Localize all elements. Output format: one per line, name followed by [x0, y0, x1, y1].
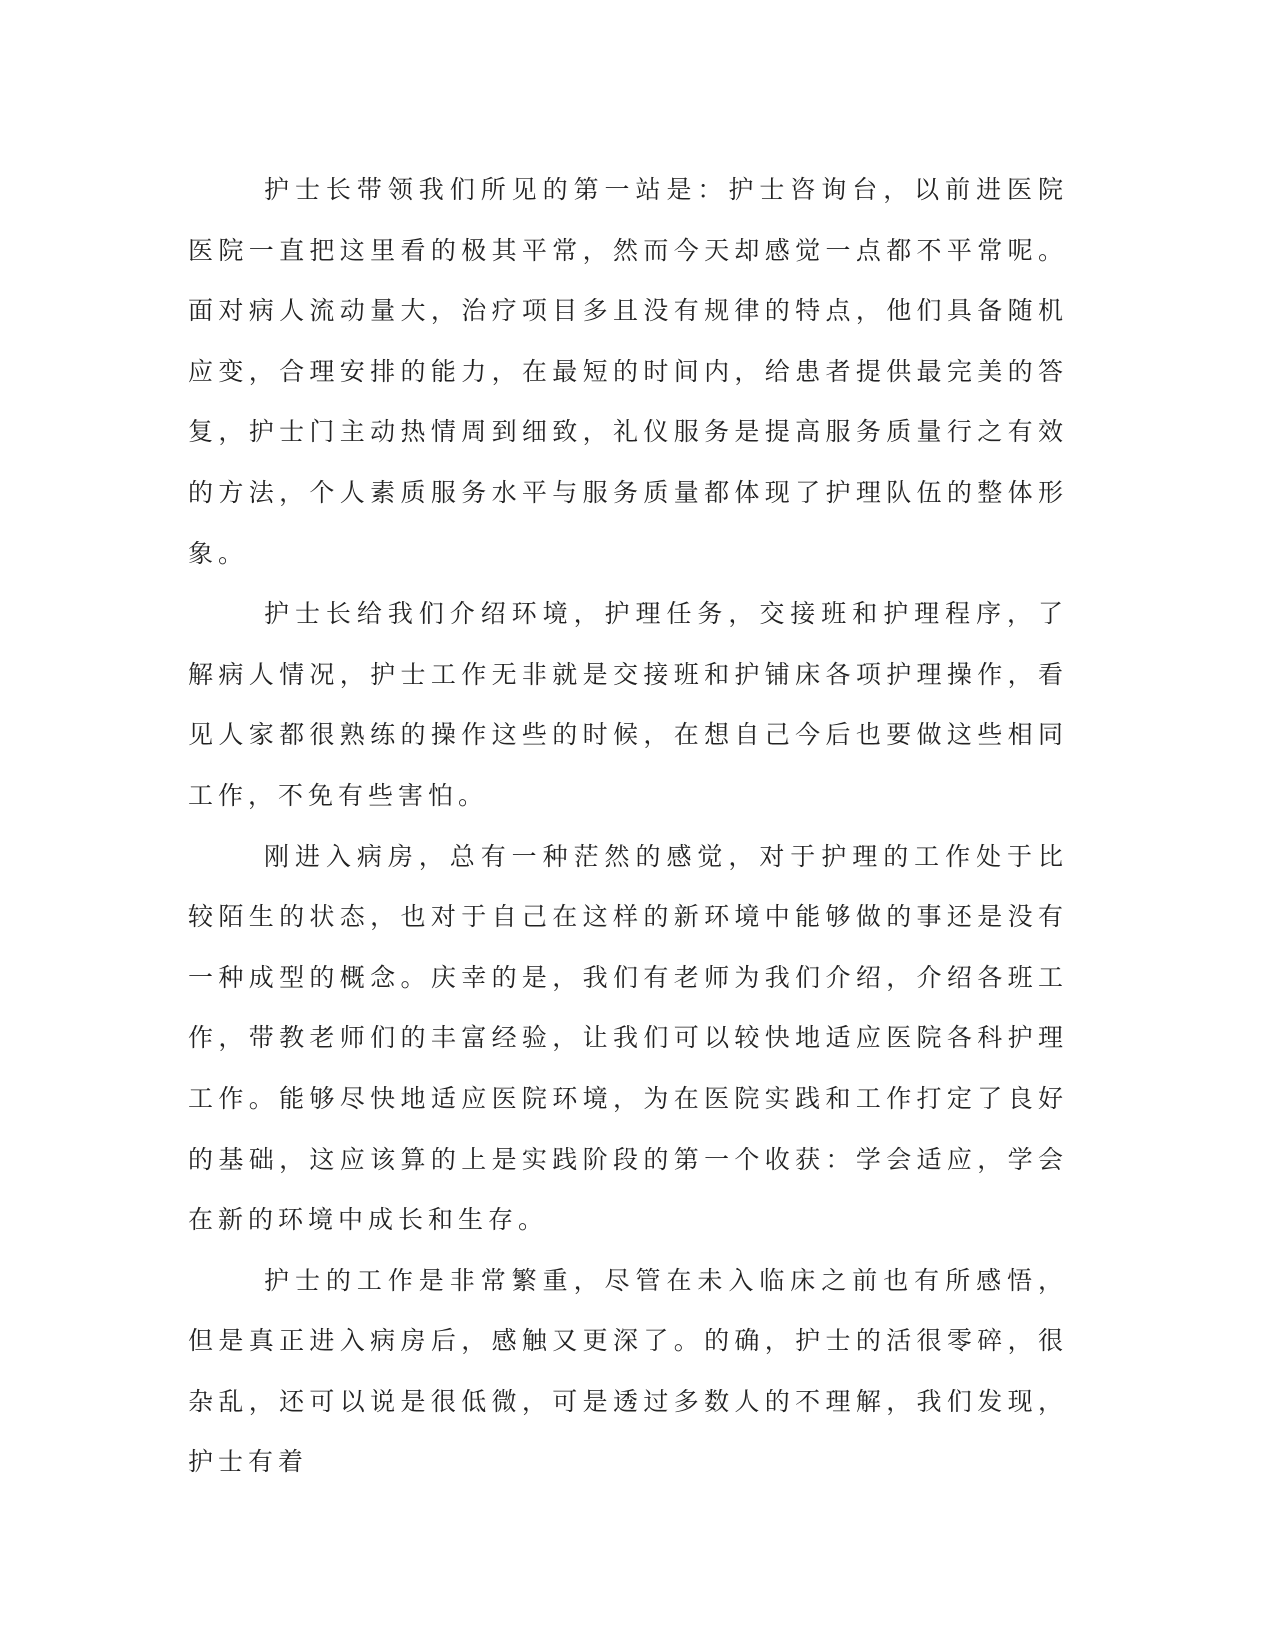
- document-body: [188, 160, 1068, 1493]
- paragraph-2: 护士长给我们介绍环境，护理任务，交接班和护理程序，了解病人情况，护士工作无非就是交接班和护铺床各项护理操作，看见人家都很熟练的操作这些的时候，在想自己今后也要做这些相同工作，不免有些害怕。: [188, 599, 1068, 810]
- paragraph-3: 刚进入病房，总有一种茫然的感觉，对于护理的工作处于比较陌生的状态，也对于自己在这样的新环境中能够做的事还是没有一种成型的概念。庆幸的是，我们有老师为我们介绍，介绍各班工作，带教老师们的丰富经验，让我们可以较快地适应医院各科护理工作。能够尽快地适应医院环境，为在医院实践和工作打定了良好的基础，这应该算的上是实践阶段的第一个收获：学会适应，学会在新的环境中成长和生存。: [188, 841, 1068, 1235]
- paragraph-1: 护士长带领我们所见的第一站是：护士咨询台，以前进医院医院一直把这里看的极其平常，然而今天却感觉一点都不平常呢。面对病人流动量大，治疗项目多且没有规律的特点，他们具备随机应变，合理安排的能力，在最短的时间内，给患者提供最完美的答复，护士门主动热情周到细致，礼仪服务是提高服务质量行之有效的方法，个人素质服务水平与服务质量都体现了护理队伍的整体形象。: [188, 175, 1068, 568]
- paragraph-4: 护士的工作是非常繁重，尽管在未入临床之前也有所感悟，但是真正进入病房后，感触又更深了。的确，护士的活很零碎，很杂乱，还可以说是很低微，可是透过多数人的不理解，我们发现，护士有着: [188, 1265, 1068, 1477]
